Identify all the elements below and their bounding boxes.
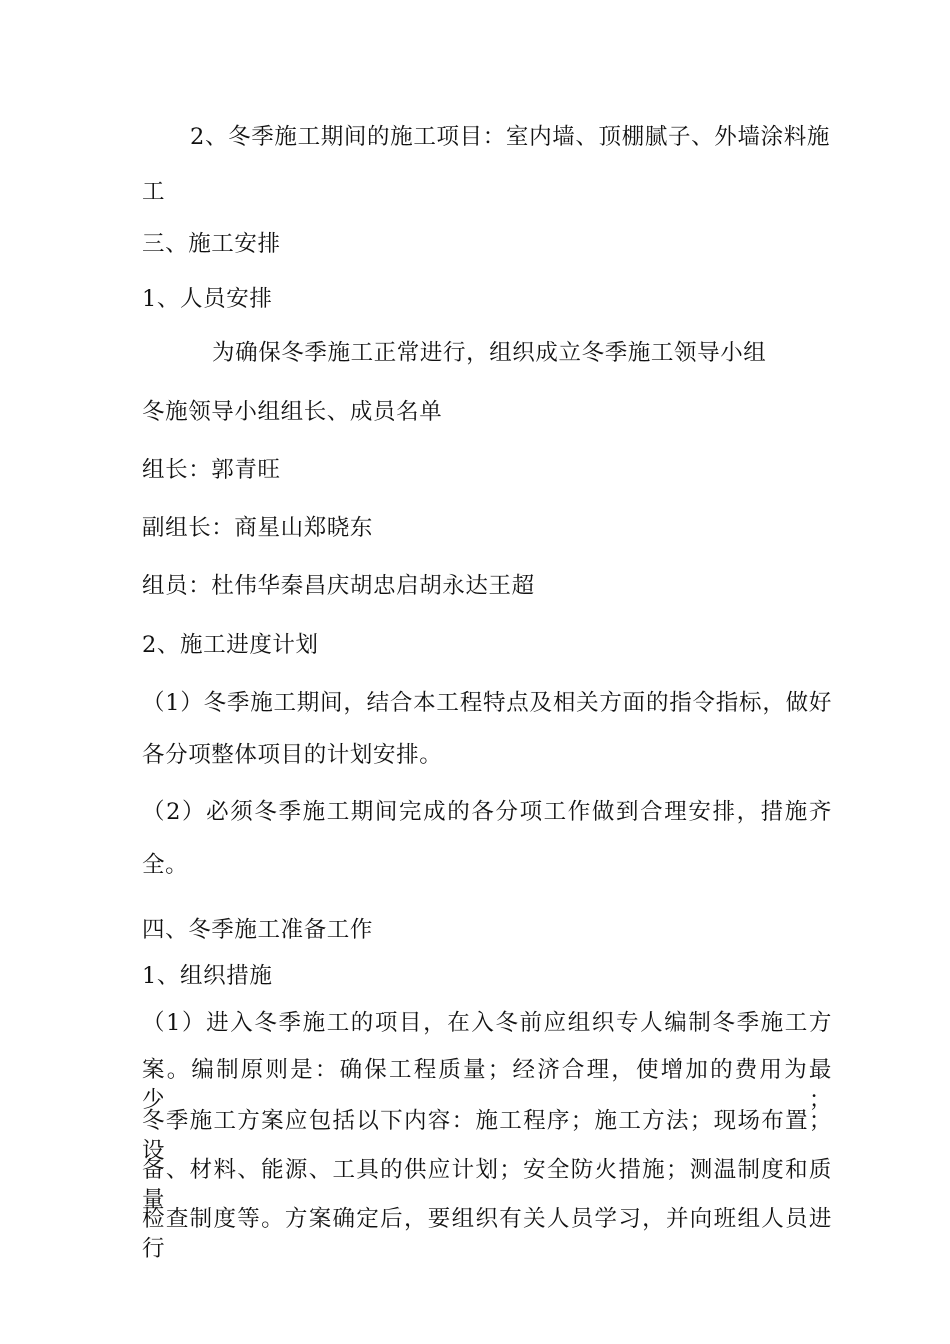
paragraph-line-21: 检查制度等。方案确定后，要组织有关人员学习，并向班组人员进行 (142, 1206, 832, 1262)
team-leader-line: 组长：郭青旺 (142, 457, 281, 483)
paragraph-line-18: 案。编制原则是：确保工程质量；经济合理，使增加的费用为最少； (142, 1057, 832, 1113)
paragraph-line-5: 为确保冬季施工正常进行，组织成立冬季施工领导小组 (212, 340, 767, 366)
paragraph-line-19: 冬季施工方案应包括以下内容：施工程序；施工方法；现场布置；设 (142, 1108, 832, 1164)
section-heading-4: 四、冬季施工准备工作 (142, 917, 374, 943)
deputy-leader-line: 副组长：商星山郑晓东 (142, 515, 374, 541)
section-heading-3: 三、施工安排 (142, 231, 281, 257)
paragraph-line-12: 各分项整体项目的计划安排。 (142, 742, 443, 768)
subheading-schedule: 2、施工进度计划 (142, 632, 319, 658)
paragraph-line-14: 全。 (142, 852, 189, 878)
paragraph-line-13: （2）必须冬季施工期间完成的各分项工作做到合理安排，措施齐 (142, 799, 832, 825)
paragraph-line-20: 备、材料、能源、工具的供应计划；安全防火措施；测温制度和质量 (142, 1157, 832, 1213)
paragraph-line-17: （1）进入冬季施工的项目，在入冬前应组织专人编制冬季施工方 (142, 1010, 832, 1036)
subheading-personnel: 1、人员安排 (142, 286, 273, 312)
subheading-organization: 1、组织措施 (142, 963, 273, 989)
paragraph-line-11: （1）冬季施工期间，结合本工程特点及相关方面的指令指标，做好 (142, 690, 832, 716)
paragraph-line-2: 工 (142, 179, 166, 205)
paragraph-line-6: 冬施领导小组组长、成员名单 (142, 399, 443, 425)
team-members-line: 组员：杜伟华秦昌庆胡忠启胡永达王超 (142, 573, 535, 599)
paragraph-line-1: 2、冬季施工期间的施工项目：室内墙、顶棚腻子、外墙涂料施 (190, 124, 830, 150)
